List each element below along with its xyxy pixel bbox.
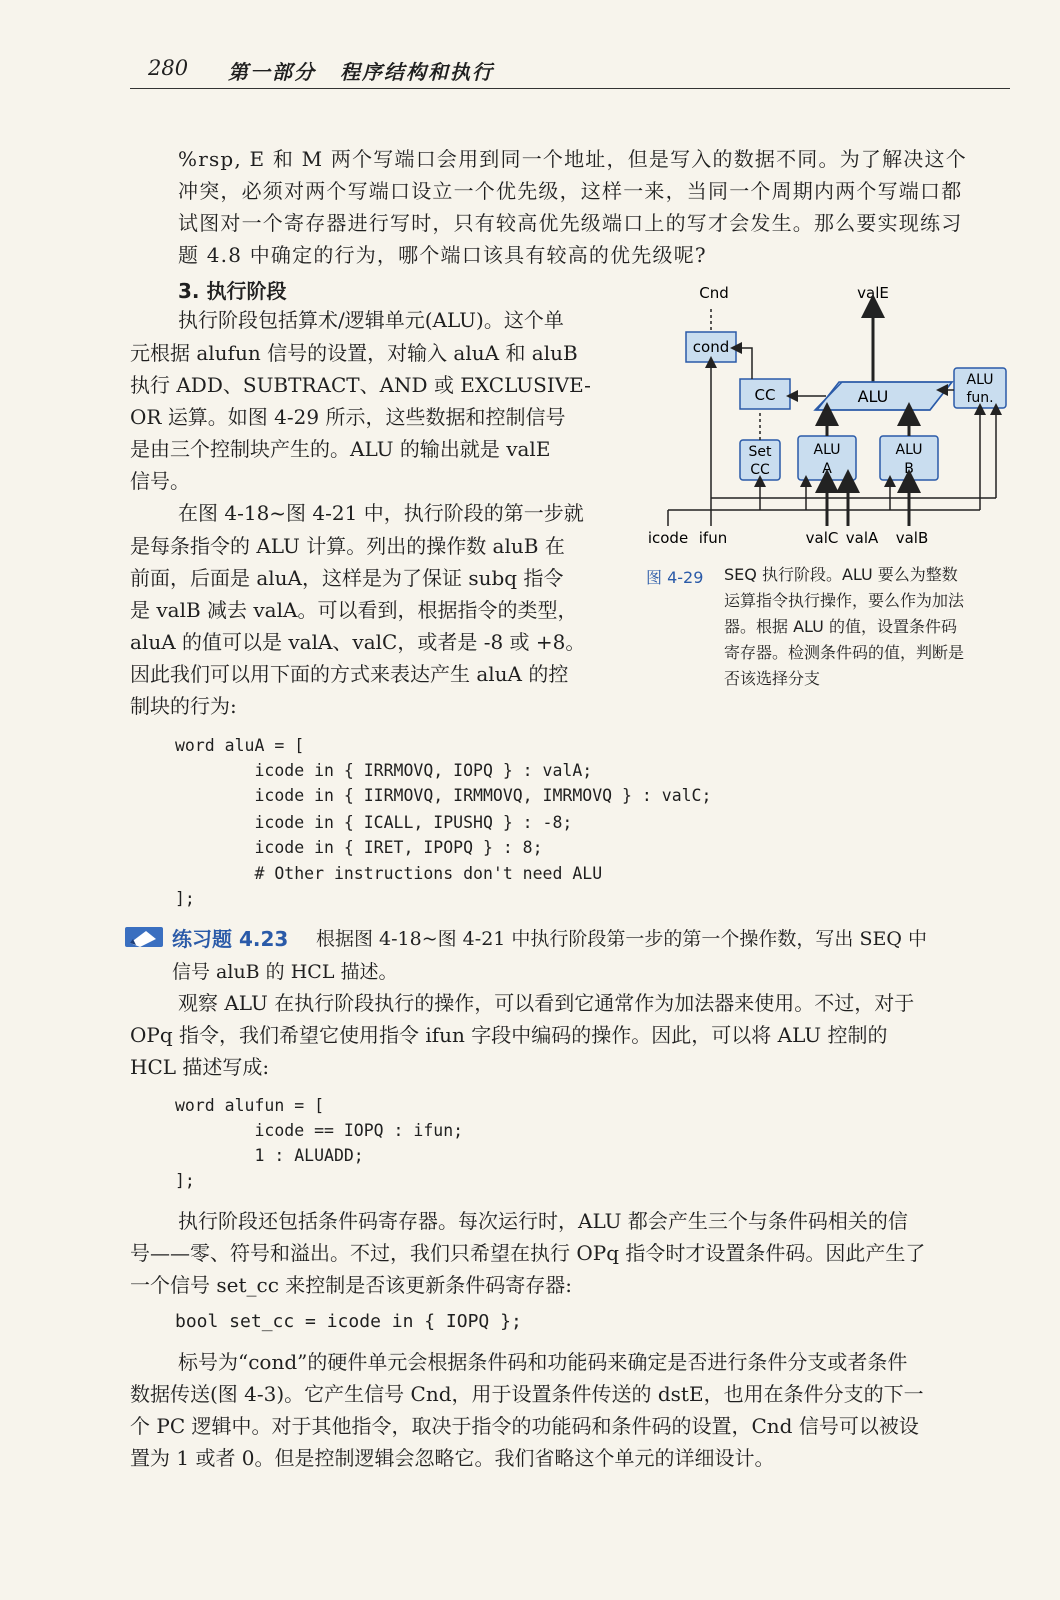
step-line: 是每条指令的 ALU 计算。列出的操作数 aluB 在: [130, 534, 565, 558]
figure-caption-label: 图 4-29: [646, 568, 704, 587]
exec-line: 执行阶段包括算术/逻辑单元(ALU)。这个单: [178, 308, 564, 332]
cc-line: 号——零、符号和溢出。不过，我们只希望在执行 OPq 指令时才设置条件码。因此产生了: [130, 1241, 926, 1265]
icode-label: icode: [647, 529, 689, 547]
alu-a-label: A: [822, 461, 832, 477]
alu-line: OPq 指令，我们希望它使用指令 ifun 字段中编码的操作。因此，可以将 ALU 控制的: [130, 1023, 888, 1047]
caption-line: 寄存器。检测条件码的值，判断是: [724, 643, 965, 662]
pencil-icon: [124, 925, 164, 949]
step-line: aluA 的值可以是 valA、valC，或者是 -8 或 +8。: [130, 630, 586, 654]
alu-label: ALU: [857, 387, 889, 406]
caption-line: 否该选择分支: [724, 669, 821, 688]
cond-line: 标号为“cond”的硬件单元会根据条件码和功能码来确定是否进行条件分支或者条件: [178, 1350, 908, 1374]
exec-line: 是由三个控制块产生的。ALU 的输出就是 valE: [130, 437, 551, 461]
step-line: 前面，后面是 aluA，这样是为了保证 subq 指令: [130, 566, 564, 590]
alu-fun-label: ALU: [966, 372, 994, 388]
cond-label: cond: [692, 338, 730, 356]
cc-line: 执行阶段还包括条件码寄存器。每次运行时，ALU 都会产生三个与条件码相关的信: [178, 1209, 908, 1233]
code-line: icode in { IIRMOVQ, IRMMOVQ, IMRMOVQ } : valC;: [175, 786, 712, 805]
cc-line: 一个信号 set_cc 来控制是否该更新条件码寄存器:: [130, 1273, 572, 1297]
caption-line: SEQ 执行阶段。ALU 要么为整数: [724, 565, 958, 584]
code-line: icode == IOPQ : ifun;: [175, 1121, 464, 1140]
alu-b-label: B: [904, 461, 914, 477]
code-line: icode in { IRRMOVQ, IOPQ } : valA;: [175, 761, 593, 780]
exercise-label: 练习题 4.23: [172, 927, 289, 951]
code-line: icode in { IRET, IPOPQ } : 8;: [175, 838, 543, 857]
intro-line: 题 4.8 中确定的行为，哪个端口该具有较高的优先级呢?: [178, 243, 707, 267]
figure-caption: [724, 562, 1010, 692]
exercise-text: 信号 aluB 的 HCL 描述。: [172, 961, 398, 983]
alu-b-label: ALU: [895, 442, 923, 458]
alu-a-label: ALU: [813, 442, 841, 458]
alu-line: HCL 描述写成:: [130, 1055, 270, 1079]
code-set-cc: bool set_cc = icode in { IOPQ };: [175, 1311, 522, 1332]
exec-line: 执行 ADD、SUBTRACT、AND 或 EXCLUSIVE-: [130, 373, 591, 397]
page-number: 280: [148, 56, 189, 80]
code-line: word aluA = [: [175, 736, 305, 755]
page-header: [130, 54, 1010, 89]
valc-label: valC: [805, 529, 839, 547]
alu-fun-label: fun.: [966, 390, 994, 406]
code-line: word alufun = [: [175, 1096, 325, 1115]
exec-line: OR 运算。如图 4-29 所示，这些数据和控制信号: [130, 405, 566, 429]
code-line: # Other instructions don't need ALU: [175, 864, 603, 883]
step-line: 制块的行为:: [130, 694, 237, 718]
chapter-title: 程序结构和执行: [340, 60, 494, 84]
code-line: ];: [175, 889, 195, 908]
part-title: 第一部分: [228, 60, 316, 84]
exercise-text: 根据图 4-18~图 4-21 中执行阶段第一步的第一个操作数，写出 SEQ 中: [316, 928, 927, 950]
code-line: ];: [175, 1171, 195, 1190]
caption-line: 器。根据 ALU 的值，设置条件码: [724, 617, 957, 636]
code-line: icode in { ICALL, IPUSHQ } : -8;: [175, 813, 573, 832]
exec-line: 信号。: [130, 469, 190, 493]
vale-label: valE: [857, 284, 889, 302]
cond-line: 数据传送(图 4-3)。它产生信号 Cnd，用于设置条件传送的 dstE，也用在条件分支的下一: [130, 1382, 924, 1406]
cond-line: 个 PC 逻辑中。对于其他指令，取决于指令的功能码和条件码的设置，Cnd 信号可以被设: [130, 1414, 919, 1438]
exec-line: 元根据 alufun 信号的设置，对输入 aluA 和 aluB: [130, 341, 578, 365]
intro-line: 冲突，必须对两个写端口设立一个优先级，这样一来，当同一个周期内两个写端口都: [178, 179, 963, 203]
set-cc-label: Set: [748, 444, 772, 460]
section-heading: 3. 执行阶段: [178, 279, 287, 303]
intro-line: %rsp, E 和 M 两个写端口会用到同一个地址，但是写入的数据不同。为了解决这个: [178, 147, 967, 171]
step-line: 因此我们可以用下面的方式来表达产生 aluA 的控: [130, 662, 569, 686]
cnd-label: Cnd: [699, 284, 729, 302]
step-line: 是 valB 减去 valA。可以看到，根据指令的类型，: [130, 598, 578, 622]
vala-label: valA: [845, 529, 879, 547]
cc-to-cond-wire: [736, 348, 752, 379]
cc-label: CC: [754, 386, 776, 404]
set-cc-label: CC: [750, 462, 770, 478]
figure-4-29-diagram: [640, 278, 1020, 553]
caption-line: 运算指令执行操作，要么作为加法: [724, 591, 965, 610]
cond-line: 置为 1 或者 0。但是控制逻辑会忽略它。我们省略这个单元的详细设计。: [130, 1446, 775, 1470]
valb-label: valB: [895, 529, 929, 547]
intro-line: 试图对一个寄存器进行写时，只有较高优先级端口上的写才会发生。那么要实现练习: [178, 211, 963, 235]
ifun-label: ifun: [698, 529, 728, 547]
step-line: 在图 4-18~图 4-21 中，执行阶段的第一步就: [178, 501, 584, 525]
alu-line: 观察 ALU 在执行阶段执行的操作，可以看到它通常作为加法器来使用。不过，对于: [178, 991, 915, 1015]
code-line: 1 : ALUADD;: [175, 1146, 364, 1165]
